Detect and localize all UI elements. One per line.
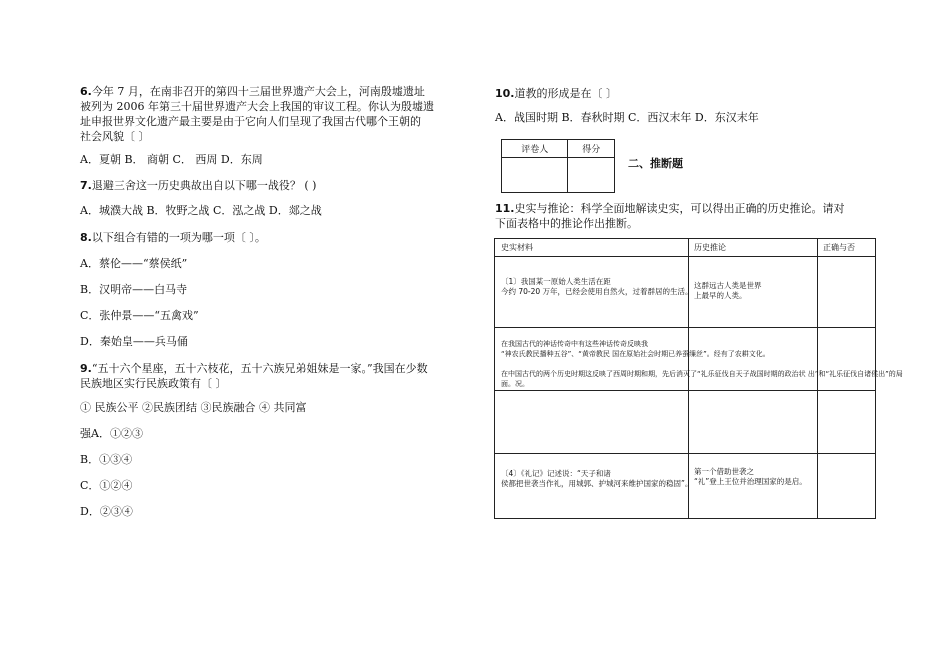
question-8-option-d: D．秦始皇——兵马俑: [80, 335, 188, 348]
question-8-option-b: B．汉明帝——白马寺: [80, 283, 188, 296]
question-8-option-a: A．蔡伦——“蔡侯纸”: [80, 257, 188, 270]
score-cell[interactable]: [568, 158, 615, 193]
question-7-options: A．城濮大战 B．牧野之战 C．泓之战 D．郯之战: [80, 204, 322, 217]
section-title: 二、推断题: [628, 157, 683, 170]
grader-header: 评卷人: [502, 140, 568, 158]
row1-inference: 这群远古人类是世界 上最早的人类。: [694, 281, 762, 300]
question-9-option-a: 强A．①②③: [80, 427, 143, 440]
header-fact: 史实材料: [501, 243, 533, 252]
row1-fact: 〔1〕我国某一原始人类生活在距 今约 70-20 万年，已经会使用自然火，过着群居的生活。: [501, 277, 693, 296]
question-7: 7.退避三舍这一历史典故出自以下哪一战役？ ( ): [80, 179, 317, 192]
table-divider: [495, 390, 875, 391]
question-6-options: A．夏朝 B． 商朝 C． 西周 D．东周: [80, 153, 263, 166]
row2-3-content: 在我国古代的神话传奇中有这些神话传奇反映我 “神农氏教民播种五谷”、“黄帝教民 国在原始社会时期已养蚕缫丝”。经有了农耕文化。 在中国古代的两个历史时期这反映了西周时期和期，先后消灭了“礼乐征伐自天子战国时期的政治状 出”和“礼乐征伐自诸侯出”的局 面。况。: [501, 340, 903, 388]
table-divider: [495, 453, 875, 454]
grader-cell[interactable]: [502, 158, 568, 193]
score-box: [501, 139, 615, 193]
header-inference: 历史推论: [694, 243, 726, 252]
question-6: 6.今年 7 月，在南非召开的第四十三届世界遗产大会上，河南殷墟遗址 被列为 2006 年第三十届世界遗产大会上我国的审议工程。你认为殷墟遗 址申报世界文化遗产最主要是由于它向人们呈现了我国古代哪个王朝的 社会风貌〔 〕: [80, 85, 434, 143]
question-9-items: ① 民族公平 ②民族团结 ③民族融合 ④ 共同富: [80, 401, 307, 414]
row4-inference: 第一个借助世袭之 “礼”登上王位并治理国家的是启。: [694, 467, 807, 486]
row4-fact: 〔4〕《礼记》记述说：“天子和诸 侯都把世袭当作礼，用城郭、护城河来维护国家的稳固”。: [501, 469, 693, 488]
question-8: 8.以下组合有错的一项为哪一项〔 〕。: [80, 231, 266, 244]
question-8-option-c: C．张仲景——“五禽戏”: [80, 309, 199, 322]
table-divider: [495, 327, 875, 328]
table-divider: [495, 256, 875, 257]
question-9-option-c: C．①②④: [80, 479, 133, 492]
question-9-option-d: D．②③④: [80, 505, 133, 518]
question-9: 9.“五十六个星座，五十六枝花，五十六族兄弟姐妹是一家。”我国在少数 民族地区实行民族政策有〔 〕: [80, 362, 428, 390]
score-header: 得分: [568, 140, 615, 158]
question-10: 10.道教的形成是在〔 〕: [495, 87, 617, 100]
question-11: 11.史实与推论：科学全面地解读史实，可以得出正确的历史推论。请对 下面表格中的推论作出推断。: [495, 202, 845, 230]
question-9-option-b: B．①③④: [80, 453, 133, 466]
question-10-options: A．战国时期 B．春秋时期 C．西汉末年 D．东汉末年: [495, 111, 759, 124]
inference-table: [494, 238, 903, 519]
header-correct: 正确与否: [823, 243, 855, 252]
